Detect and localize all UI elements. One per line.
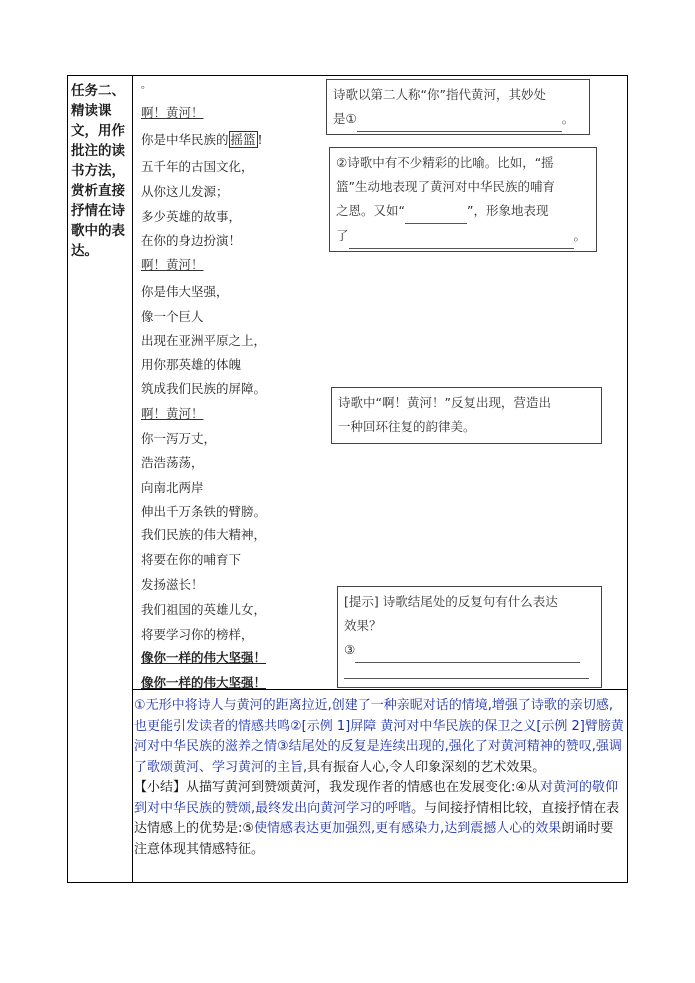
box2-line1: ②诗歌中有不少精彩的比喻。比如，“摇 xyxy=(336,155,554,170)
hint-line3: ③ xyxy=(344,638,595,663)
poem-line: 浩浩荡荡， xyxy=(141,455,204,470)
poem-dot: 。 xyxy=(141,80,151,91)
hint-box xyxy=(337,586,602,688)
poem-line: 你是伟大坚强， xyxy=(141,284,229,299)
poem-line: 你一泻万丈， xyxy=(141,431,217,446)
box2-line2: 篮”生动地表现了黄河对中华民族的哺育 xyxy=(336,179,555,194)
answer-paragraph-1 xyxy=(134,696,624,778)
poem-line: 多少英雄的故事， xyxy=(141,209,242,224)
answer-section xyxy=(134,696,624,860)
poem-line: 像你一样的伟大坚强！ xyxy=(141,650,267,665)
poem-refrain-line: 啊！黄河！ xyxy=(141,406,204,421)
poem-refrain-line: 啊！黄河！ xyxy=(141,105,204,120)
poem-line: 你是中华民族的 摇篮 ! xyxy=(141,132,263,147)
answer-text-blue: ①无形中将诗人与黄河的距离拉近,创建了一种亲昵对话的情境,增强了诗歌的亲切感,也更能引发读者的情感共鸣②[示例 1]屏障 黄河对中华民族的保卫之义[示例 2]臂膀黄河对中华民族的滋养之情③结尾处的反复是连续出现的,强化了对黄河精神的赞叹,强调了歌颂黄河、学习黄河的主旨, xyxy=(134,698,624,775)
poem-line: 伸出千万条铁的臂膀。 xyxy=(141,504,267,519)
poem-line: 五千年的古国文化， xyxy=(141,159,254,174)
box3-line2: 一种回环往复的韵律美。 xyxy=(338,419,476,434)
summary-paragraph: 【小结】从描写黄河到赞颂黄河，我发现作者的情感也在发展变化:④从对黄河的敬仰到对中华民族的赞颂,最终发出向黄河学习的呼喈。与间接抒情相比较，直接抒情在表达情感上的优势是:⑤使情感表达更加强烈,更有感染力,达到震撼人心的效果朗诵时要注意体现其情感特征。 xyxy=(134,780,620,857)
hint-line1: [提示] 诗歌结尾处的反复句有什么表达 xyxy=(344,594,558,609)
annotation-box-3 xyxy=(331,387,602,444)
column-divider xyxy=(132,76,133,882)
highlighted-word: 摇篮 xyxy=(230,132,256,147)
box1-line2: 是① 。 xyxy=(333,107,583,132)
box3-line1: 诗歌中“啊！黄河！”反复出现，营造出 xyxy=(338,395,551,410)
poem-line: 像一个巨人 xyxy=(141,309,204,324)
answer-text-black: 具有振奋人心,令人印象深刻的艺术效果。 xyxy=(307,759,546,775)
hint-line2: 效果？ xyxy=(344,618,382,633)
hint-blank-line xyxy=(344,664,589,679)
poem-line: 将要学习你的榜样， xyxy=(141,627,254,642)
box1-line1: 诗歌以第二人称“你”指代黄河，其妙处 xyxy=(333,87,546,102)
poem-line: 像你一样的伟大坚强！ xyxy=(141,675,267,690)
poem-refrain-line: 啊！黄河！ xyxy=(141,257,204,272)
poem-line: 将要在你的哺育下 xyxy=(141,552,242,567)
annotation-box-2 xyxy=(329,147,597,252)
box2-line4: 了 。 xyxy=(336,224,590,249)
poem-line: 用你那英雄的体魄 xyxy=(141,357,242,372)
poem-line: 筑成我们民族的屏障。 xyxy=(141,381,267,396)
poem-line: 出现在亚洲平原之上， xyxy=(141,333,267,348)
poem-line: 在你的身边扮演！ xyxy=(141,233,242,248)
poem-line: 从你这儿发源； xyxy=(141,184,229,199)
task-label: 任务二、精读课文，用作批注的读书方法，赏析直接抒情在诗歌中的表达。 xyxy=(71,83,125,259)
poem-line: 我们祖国的英雄儿女， xyxy=(141,602,267,617)
poem-line: 我们民族的伟大精神， xyxy=(141,527,267,542)
poem-line: 发扬滋长！ xyxy=(141,577,204,592)
box2-line3: 之恩。又如“ ”，形象地表现 xyxy=(336,199,590,224)
poem-line: 向南北两岸 xyxy=(141,480,204,495)
annotation-box-1 xyxy=(326,79,590,135)
